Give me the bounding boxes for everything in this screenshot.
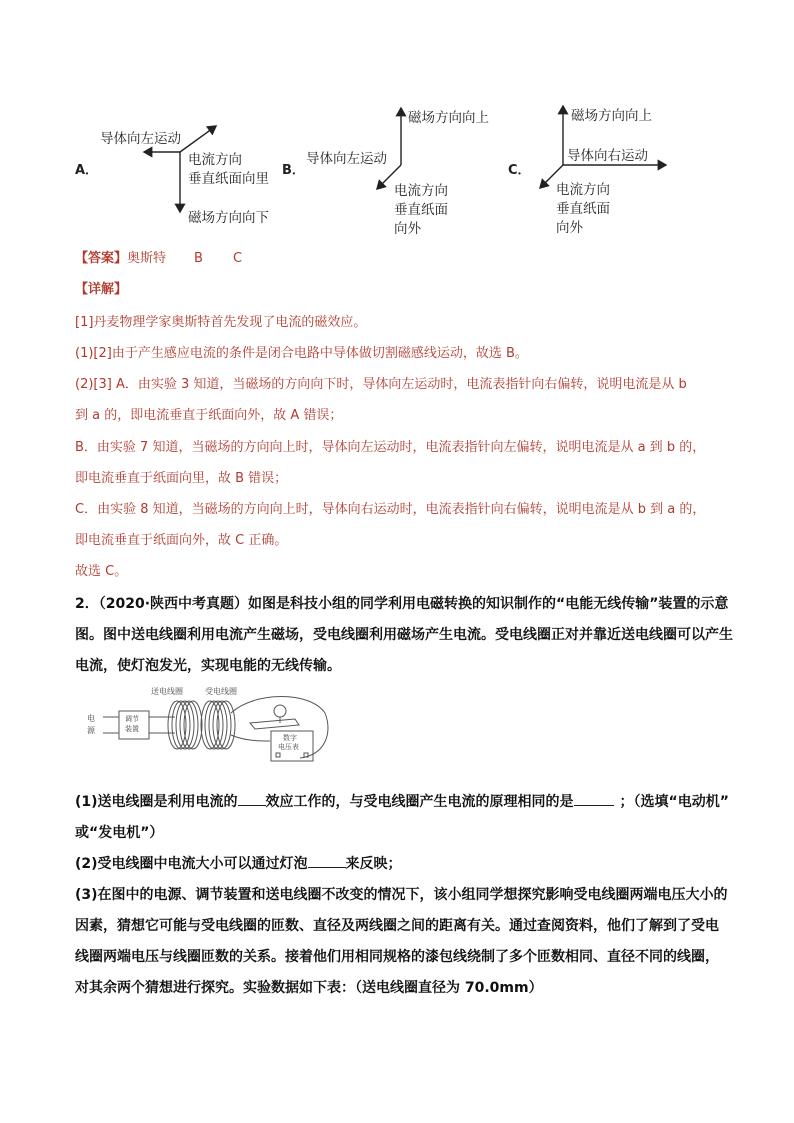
- a-field-label: 磁场方向向下: [188, 210, 269, 226]
- answer-line: [75, 247, 242, 266]
- c-current-label-3: 向外: [556, 220, 583, 236]
- b-field-label: 磁场方向向上: [408, 110, 489, 126]
- detail-line-5: B．由实验 7 知道，当磁场的方向向上时，导体向左运动时，电流表指针向左偏转，说明电流是从 a 到 b 的，: [75, 440, 706, 455]
- answer-value-1: 奥斯特: [127, 251, 167, 266]
- q2-sub2: [75, 853, 402, 873]
- option-b-label: B．: [282, 163, 305, 178]
- detail-line-1: [1]丹麦物理学家奥斯特首先发现了电流的磁效应。: [75, 315, 367, 330]
- q2-line-1: 2．（2020·陕西中考真题）如图是科技小组的同学利用电磁转换的知识制作的“电能无线传输”装置的示意: [75, 596, 729, 612]
- lamp-bulb: [274, 705, 286, 717]
- b-motion-label: 导体向左运动: [306, 151, 387, 167]
- blank-lamp[interactable]: [308, 855, 346, 868]
- detail-line-6: 即电流垂直于纸面向里，故 B 错误；: [75, 471, 288, 486]
- detail-line-3: (2)[3] A．由实验 3 知道，当磁场的方向向下时，导体向左运动时，电流表指针向右偏转，说明电流是从 b: [75, 377, 687, 392]
- c-current-label-1: 电流方向: [556, 182, 610, 198]
- detail-line-8: 即电流垂直于纸面向外，故 C 正确。: [75, 533, 288, 548]
- receive-coil-label: 受电线圈: [205, 687, 237, 696]
- q2-sub3-line-1: (3)在图中的电源、调节装置和送电线圈不改变的情况下，该小组同学想探究影响受电线圈两端电压大小的: [75, 887, 728, 903]
- option-a-label: A．: [75, 163, 99, 178]
- detail-line-9: 故选 C。: [75, 564, 128, 579]
- q2-line-3: 电流，使灯泡发光，实现电能的无线传输。: [75, 658, 341, 674]
- regulator-label-1: 调节: [125, 715, 139, 723]
- wireless-power-figure: [85, 683, 335, 765]
- a-current-label-2: 垂直纸面向里: [188, 171, 269, 187]
- option-c-label: C．: [508, 163, 531, 178]
- send-coil-label: 送电线圈: [151, 687, 183, 696]
- c-motion-label: 导体向右运动: [567, 148, 648, 164]
- voltmeter-label-2: 电压表: [278, 743, 299, 751]
- detail-line-4: 到 a 的，即电流垂直于纸面向外，故 A 错误；: [75, 408, 343, 423]
- regulator-label-2: 装置: [125, 725, 139, 733]
- q2-sub1-part-a: (1)送电线圈是利用电流的: [75, 794, 238, 810]
- q2-sub3-line-2: 因素，猜想它可能与受电线圈的匝数、直径及两线圈之间的距离有关。通过查阅资料，他们了解到了受电: [75, 918, 719, 934]
- c-current-label-2: 垂直纸面: [556, 201, 610, 217]
- b-current-label-1: 电流方向: [394, 183, 448, 199]
- voltmeter-label-1: 数字: [283, 734, 297, 742]
- answer-value-2: B: [194, 251, 203, 266]
- q2-sub1-line-1: [75, 791, 729, 811]
- power-label-1: 电: [87, 714, 95, 723]
- detail-label: 【详解】: [75, 282, 128, 297]
- b-current-label-3: 向外: [394, 221, 421, 237]
- answer-label: 【答案】: [75, 251, 128, 266]
- q2-sub1-part-c: ；（选填“电动机”: [619, 794, 729, 810]
- b-current-label-2: 垂直纸面: [394, 202, 448, 218]
- q2-sub3-line-4: 对其余两个猜想进行探究。实验数据如下表：（送电线圈直径为 70.0mm）: [75, 980, 543, 996]
- detail-line-2: (1)[2]由于产生感应电流的条件是闭合电路中导体做切割磁感线运动，故选 B。: [75, 346, 528, 361]
- c-field-label: 磁场方向向上: [571, 108, 652, 124]
- blank-effect[interactable]: [238, 793, 266, 806]
- a-motion-label: 导体向左运动: [100, 131, 181, 147]
- detail-line-7: C．由实验 8 知道，当磁场的方向向上时，导体向右运动时，电流表指针向右偏转，说明电流是从 b 到 a 的，: [75, 502, 706, 517]
- blank-principle[interactable]: [574, 793, 614, 806]
- q2-line-2: 图。图中送电线圈利用电流产生磁场，受电线圈利用磁场产生电流。受电线圈正对并靠近送电线圈可以产生: [75, 627, 733, 643]
- q2-sub2-part-b: 来反映；: [345, 856, 402, 872]
- q2-sub3-line-3: 线圈两端电压与线圈匝数的关系。接着他们用相同规格的漆包线绕制了多个匝数相同、直径不同的线圈，: [75, 949, 719, 965]
- q2-sub1-part-b: 效应工作的，与受电线圈产生电流的原理相同的是: [265, 794, 574, 810]
- q2-sub2-part-a: (2)受电线圈中电流大小可以通过灯泡: [75, 856, 308, 872]
- power-label-2: 源: [87, 726, 95, 735]
- lamp-board: [250, 719, 299, 729]
- answer-value-3: C: [232, 251, 243, 266]
- a-current-label-1: 电流方向: [188, 152, 242, 168]
- q2-sub1-line-2: 或“发电机”）: [75, 825, 164, 841]
